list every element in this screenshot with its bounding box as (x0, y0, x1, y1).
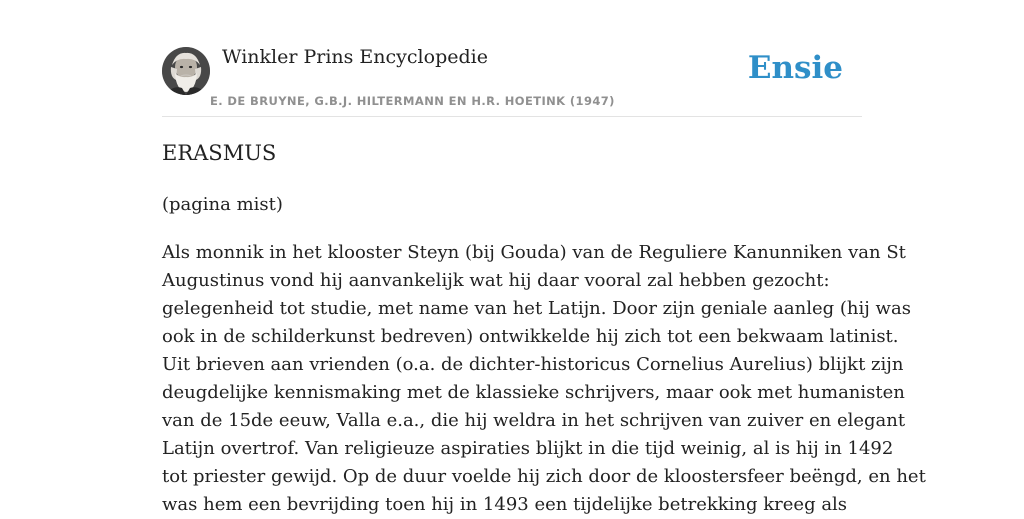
avatar[interactable] (162, 47, 210, 95)
body-line: van de 15de eeuw, Valla e.a., die hij weldra in het schrijven van zuiver en elegant (162, 410, 906, 431)
site-title[interactable]: Winkler Prins Encyclopedie (222, 46, 488, 68)
body-line: was hem een bevrijding toen hij in 1493 een tijdelijke betrekking kreeg als (162, 494, 848, 515)
portrait-icon (162, 47, 210, 95)
body-line: Uit brieven aan vrienden (o.a. de dichter-historicus Cornelius Aurelius) blijkt zijn (162, 354, 904, 375)
header (162, 0, 862, 117)
body-line: gelegenheid tot studie, met name van het Latijn. Door zijn geniale aanleg (hij was (162, 298, 911, 319)
article-title: ERASMUS (162, 141, 277, 165)
body-line: ook in de schilderkunst bedreven) ontwikkelde hij zich tot een bekwaam latinist. (162, 326, 899, 347)
body-line: Latijn overtrof. Van religieuze aspiraties blijkt in die tijd weinig, al is hij in 1492 (162, 438, 894, 459)
byline: E. DE BRUYNE, G.B.J. HILTERMANN EN H.R. HOETINK (1947) (210, 94, 615, 108)
body-line: deugdelijke kennismaking met de klassieke schrijvers, maar ook met humanisten (162, 382, 905, 403)
article-note: (pagina mist) (162, 194, 283, 215)
body-line: tot priester gewijd. Op de duur voelde hij zich door de kloostersfeer beëngd, en het (162, 466, 926, 487)
body-line: Augustinus vond hij aanvankelijk wat hij daar vooral zal hebben gezocht: (162, 270, 830, 291)
brand-logo[interactable]: Ensie (747, 50, 843, 86)
body-line: Als monnik in het klooster Steyn (bij Gouda) van de Reguliere Kanunniken van St (162, 242, 906, 263)
article-body (162, 239, 926, 519)
page (162, 0, 926, 515)
